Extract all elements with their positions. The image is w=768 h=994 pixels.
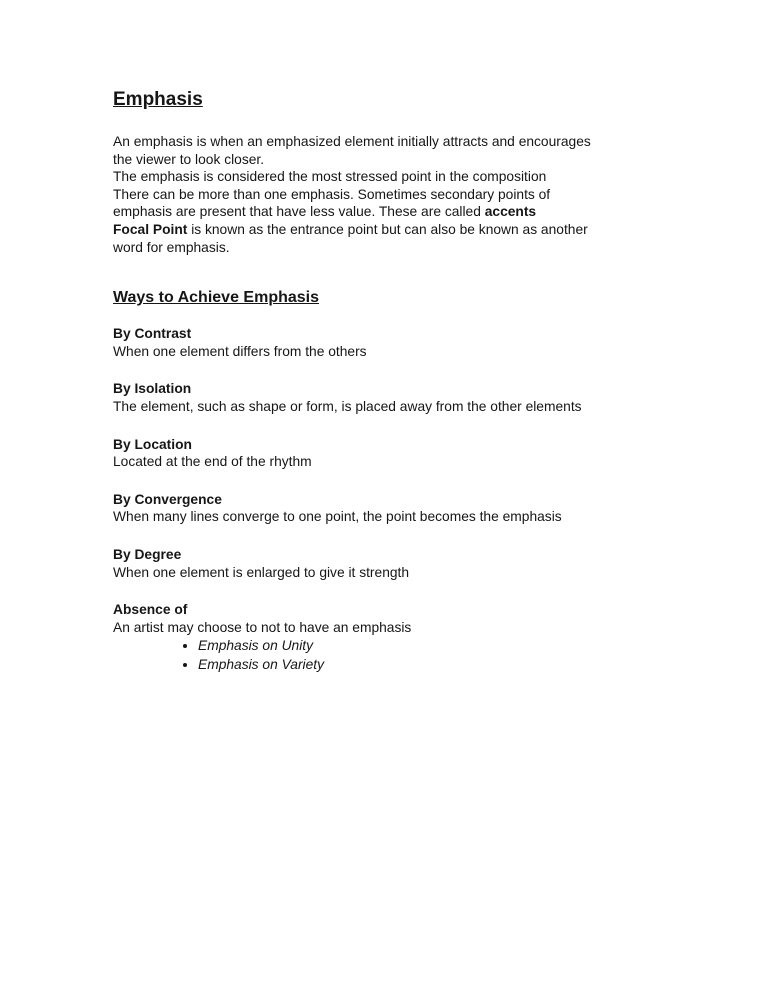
method-desc: When one element differs from the others <box>113 343 367 359</box>
absence-section <box>113 601 661 674</box>
intro-line <box>113 133 661 151</box>
intro-text: An emphasis is when an emphasized element initially attracts and encourages <box>113 134 591 149</box>
method-contrast <box>113 325 661 360</box>
intro-bold-focal-point: Focal Point <box>113 221 188 237</box>
intro-text: the viewer to look closer. <box>113 151 265 167</box>
intro-line <box>113 168 661 186</box>
method-title: By Degree <box>113 546 182 562</box>
section-heading: Ways to Achieve Emphasis <box>113 289 319 307</box>
bullet-item: • Emphasis on Unity <box>198 636 661 655</box>
method-title: By Location <box>113 436 192 452</box>
method-degree <box>113 546 661 581</box>
method-desc: Located at the end of the rhythm <box>113 454 312 470</box>
method-convergence <box>113 491 661 526</box>
method-desc: When many lines converge to one point, the point becomes the emphasis <box>113 509 562 525</box>
method-isolation <box>113 380 661 415</box>
page-title: Emphasis <box>113 89 203 110</box>
document-content <box>113 88 661 694</box>
absence-bullet-list <box>113 636 661 674</box>
method-desc: When one element is enlarged to give it strength <box>113 564 410 580</box>
intro-line <box>113 186 661 204</box>
intro-text: emphasis are present that have less value. These are called <box>113 204 485 220</box>
intro-text: There can be more than one emphasis. Sometimes secondary points of <box>113 186 551 202</box>
intro-line <box>113 239 661 257</box>
intro-text: is known as the entrance point but can also be known as another <box>187 221 588 237</box>
method-title: By Convergence <box>113 491 222 507</box>
intro-line <box>113 203 661 221</box>
method-desc: The element, such as shape or form, is placed away from the other elements <box>113 398 582 414</box>
method-title: By Contrast <box>113 326 192 342</box>
intro-bold-accents: accents <box>484 204 537 220</box>
intro-line <box>113 221 661 239</box>
bullet-item: • Emphasis on Variety <box>198 655 661 674</box>
absence-desc: An artist may choose to not to have an emphasis <box>113 619 412 635</box>
intro-line <box>113 151 661 169</box>
method-location <box>113 436 661 471</box>
intro-text: The emphasis is considered the most stressed point in the composition <box>113 169 547 185</box>
method-title: By Isolation <box>113 381 192 397</box>
intro-paragraph <box>113 133 661 256</box>
absence-title: Absence of <box>113 602 188 618</box>
intro-text: word for emphasis. <box>113 239 230 255</box>
